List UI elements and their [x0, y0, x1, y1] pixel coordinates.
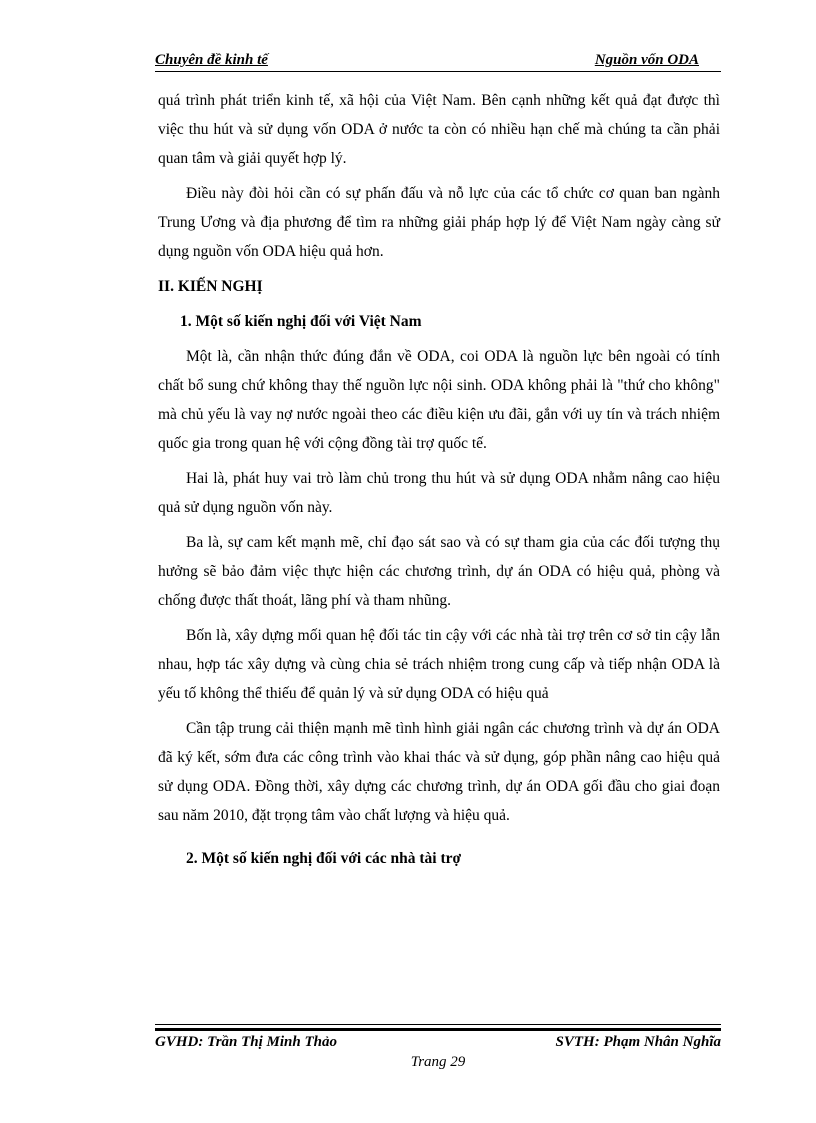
footer-supervisor: GVHD: Trần Thị Minh Thảo: [155, 1034, 337, 1050]
subsection-heading-1: 1. Một số kiến nghị đối với Việt Nam: [180, 313, 422, 330]
paragraph-2: Điều này đòi hỏi cần có sự phấn đấu và nỗ lực của các tổ chức cơ quan ban ngành Trung Ương và địa phương để tìm ra những giải pháp hợp lý để Việt Nam ngày càng sử dụng nguồn vốn ODA hiệu quả hơn.: [158, 185, 720, 260]
paragraph-3: Một là, cần nhận thức đúng đắn về ODA, coi ODA là nguồn lực bên ngoài có tính chất bổ sung chứ không thay thế nguồn lực nội sinh. ODA không phải là "thứ cho không" mà chủ yếu là vay nợ nước ngoài theo các điều kiện ưu đãi, gắn với uy tín và trách nhiệm quốc gia trong quan hệ với cộng đồng tài trợ quốc tế.: [158, 348, 720, 452]
paragraph-7: Cần tập trung cải thiện mạnh mẽ tình hình giải ngân các chương trình và dự án ODA đã ký kết, sớm đưa các công trình vào khai thác và sử dụng, góp phần nâng cao hiệu quả sử dụng ODA. Đồng thời, xây dựng các chương trình, dự án ODA gối đầu cho giai đoạn sau năm 2010, đặt trọng tâm vào chất lượng và hiệu quả.: [158, 720, 720, 824]
section-heading: II. KIẾN NGHỊ: [158, 278, 263, 295]
page-number: Trang 29: [410, 1054, 466, 1070]
header-subject: Nguồn vốn ODA: [594, 52, 699, 68]
page-header: [155, 52, 721, 72]
paragraph-5: Ba là, sự cam kết mạnh mẽ, chỉ đạo sát sao và có sự tham gia của các đối tượng thụ hưởng sẽ bảo đảm việc thực hiện các chương trình, dự án ODA có hiệu quả, phòng và chống được thất thoát, lãng phí và tham nhũng.: [158, 534, 720, 609]
page-footer: [155, 1034, 721, 1056]
footer-student: SVTH: Phạm Nhân Nghĩa: [555, 1034, 721, 1050]
header-topic: Chuyên đề kinh tế: [155, 52, 268, 68]
header-divider: [155, 71, 721, 72]
subsection-heading-2: 2. Một số kiến nghị đối với các nhà tài trợ: [186, 850, 462, 867]
document-body: [158, 86, 720, 879]
footer-divider-thin: [155, 1024, 721, 1025]
paragraph-6: Bốn là, xây dựng mối quan hệ đối tác tin cậy với các nhà tài trợ trên cơ sở tin cậy lẫn nhau, hợp tác xây dựng và cùng chia sẻ trách nhiệm trong cung cấp và tiếp nhận ODA là yếu tố không thể thiếu để quản lý và sử dụng ODA có hiệu quả: [158, 627, 720, 702]
paragraph-1: quá trình phát triển kinh tế, xã hội của Việt Nam. Bên cạnh những kết quả đạt được thì việc thu hút và sử dụng vốn ODA ở nước ta còn có nhiều hạn chế mà chúng ta cần phải quan tâm và giải quyết hợp lý.: [158, 92, 720, 167]
footer-divider-thick: [155, 1028, 721, 1031]
paragraph-4: Hai là, phát huy vai trò làm chủ trong thu hút và sử dụng ODA nhằm nâng cao hiệu quả sử dụng nguồn vốn này.: [158, 470, 720, 516]
